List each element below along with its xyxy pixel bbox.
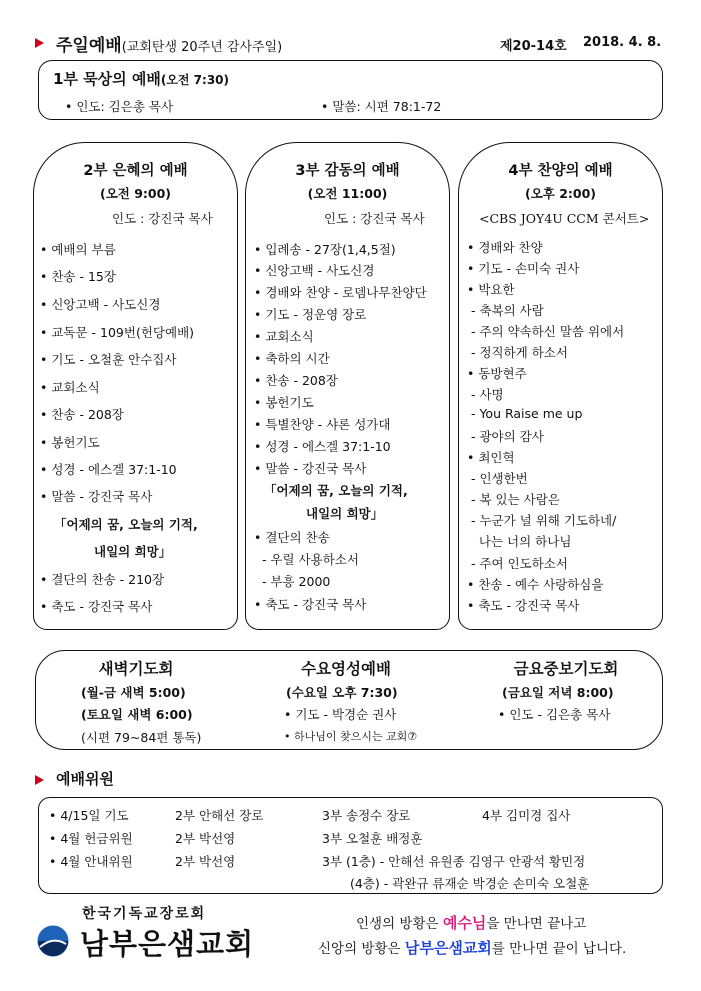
bullet-triangle-icon [35, 38, 44, 48]
committee-box [38, 797, 663, 894]
committee-title: 예배위원 [56, 770, 114, 788]
committee-row-cell: 4부 김미경 집사 [482, 808, 571, 823]
service3-quote-line2: 내일의 희망」 [306, 506, 384, 521]
service4-leader: <CBS JOY4U CCM 콘서트> [479, 211, 650, 226]
service3-item: - 부흥 2000 [254, 574, 331, 589]
friday-prayer-title: 금요중보기도회 [513, 660, 619, 678]
slogan-line2 [318, 937, 626, 958]
church-logo-icon [36, 924, 70, 958]
service4-item: - 광야의 감사 [467, 429, 544, 444]
service2-item: • 찬송 - 15장 [40, 269, 116, 284]
issue-date: 2018. 4. 8. [583, 35, 662, 50]
committee-row-cell: 3부 송정수 장로 [322, 808, 411, 823]
service2-time: (오전 9:00) [99, 186, 172, 201]
service3-item: • 기도 - 정운영 장로 [254, 307, 367, 322]
committee-row-label: • 4/15일 기도 [49, 808, 129, 823]
service4-item: - You Raise me up [467, 406, 583, 421]
denomination-name: 한국기독교장로회 [82, 906, 207, 922]
dawn-prayer-title: 새벽기도회 [98, 660, 174, 678]
service4-item: - 주의 약속하신 말씀 위에서 [467, 324, 625, 339]
service3-item: • 특별찬양 - 샤론 성가대 [254, 417, 391, 432]
bullet-triangle-icon [35, 775, 44, 785]
service4-item: • 최인혁 [467, 450, 515, 465]
service3-time: (오전 11:00) [307, 186, 388, 201]
service3-leader: 인도 : 강진국 목사 [324, 211, 425, 226]
dawn-prayer-reading: (시편 79~84편 통독) [81, 730, 202, 745]
service3-item: • 입례송 - 27장(1,4,5절) [254, 242, 396, 257]
service2-box [33, 142, 238, 630]
service2-item: • 신앙고백 - 사도신경 [40, 297, 161, 312]
weekly-box [35, 650, 663, 750]
service4-title: 4부 찬양의 예배 [508, 163, 613, 179]
service3-box [245, 142, 450, 630]
service3-item: • 말씀 - 강진국 목사 [254, 461, 367, 476]
dawn-prayer-time1: (월-금 새벽 5:00) [81, 685, 186, 700]
wednesday-service-prayer: • 기도 - 박경순 권사 [284, 707, 397, 722]
wednesday-service-sermon: • 하나님이 찾으시는 교회⑦ [284, 730, 418, 743]
service4-item: - 인생한번 [467, 471, 528, 486]
service2-item: • 교회소식 [40, 380, 100, 395]
service4-item: • 축도 - 강진국 목사 [467, 598, 580, 613]
service4-item: - 복 있는 사람은 [467, 492, 560, 507]
service3-item: • 축도 - 강진국 목사 [254, 597, 367, 612]
committee-row-cell: (4층) - 곽완규 류재순 박경순 손미숙 오철훈 [350, 876, 590, 891]
service4-item: • 동방현주 [467, 366, 527, 381]
service2-title: 2부 은혜의 예배 [83, 163, 188, 179]
service4-item: • 기도 - 손미숙 권사 [467, 261, 580, 276]
service3-item: • 성경 - 에스겔 37:1-10 [254, 439, 391, 454]
service2-item: • 결단의 찬송 - 210장 [40, 572, 165, 587]
service2-item: • 성경 - 에스겔 37:1-10 [40, 462, 177, 477]
service1-time: (오전 7:30) [160, 73, 230, 87]
service3-item: • 결단의 찬송 [254, 530, 330, 545]
service1-sermon: • 말씀: 시편 78:1-72 [321, 99, 442, 114]
service4-item: • 박요한 [467, 282, 515, 297]
friday-prayer-time: (금요일 저녁 8:00) [502, 685, 614, 700]
service2-item: • 찬송 - 208장 [40, 407, 124, 422]
committee-row-label: • 4월 헌금위원 [49, 831, 133, 846]
slogan-line1-pre: 인생의 방황은 [356, 916, 443, 932]
service2-item: • 봉헌기도 [40, 435, 100, 450]
committee-row-cell: 2부 박선영 [175, 854, 236, 869]
slogan-line2-highlight: 남부은샘교회 [404, 939, 492, 957]
service2-item: • 예배의 부름 [40, 242, 116, 257]
service2-quote-line2: 내일의 희망」 [94, 544, 172, 559]
service3-item: • 신앙고백 - 사도신경 [254, 263, 375, 278]
committee-row-cell: 2부 박선영 [175, 831, 236, 846]
service2-quote-line1: 「어제의 꿈, 오늘의 기적, [54, 517, 198, 532]
slogan-line1-post: 을 만나면 끝나고 [486, 916, 587, 932]
service4-time: (오후 2:00) [524, 186, 597, 201]
page-title-group [56, 31, 282, 56]
service4-item: • 경배와 찬양 [467, 240, 543, 255]
slogan-line2-pre: 신앙의 방황은 [318, 941, 405, 957]
service4-item: - 축복의 사람 [467, 303, 544, 318]
wednesday-service-time: (수요일 오후 7:30) [286, 685, 398, 700]
service4-item: - 사명 [467, 387, 504, 402]
service2-leader: 인도 : 강진국 목사 [112, 211, 213, 226]
service4-item: • 찬송 - 예수 사랑하심을 [467, 577, 604, 592]
slogan-line2-post: 를 만나면 끝이 납니다. [491, 941, 627, 957]
service3-item: • 봉헌기도 [254, 395, 314, 410]
service1-leader: • 인도: 김은총 목사 [65, 99, 174, 114]
service3-quote-line1: 「어제의 꿈, 오늘의 기적, [264, 483, 408, 498]
issue-number: 제20-14호 [500, 39, 567, 54]
service2-item: • 축도 - 강진국 목사 [40, 599, 153, 614]
committee-row-label: • 4월 안내위원 [49, 854, 133, 869]
service1-header [53, 68, 229, 89]
service1-box [38, 60, 663, 120]
slogan-line1 [356, 912, 586, 933]
slogan-line1-highlight: 예수님 [442, 914, 487, 932]
service3-title: 3부 감동의 예배 [295, 163, 400, 179]
service4-item: - 주여 인도하소서 [467, 556, 568, 571]
service4-item: - 누군가 널 위해 기도하네/ [467, 513, 617, 528]
service3-item: - 우릴 사용하소서 [254, 552, 359, 567]
service4-item: 나는 너의 하나님 [467, 534, 572, 549]
committee-row-cell: 3부 오철훈 배정훈 [322, 831, 423, 846]
service4-box [458, 142, 663, 630]
wednesday-service-title: 수요영성예배 [301, 660, 391, 678]
committee-row-cell: 2부 안해선 장로 [175, 808, 264, 823]
committee-row-cell: 3부 (1층) - 안해선 유원종 김영구 안광석 황민정 [322, 854, 586, 869]
service2-item: • 기도 - 오철훈 안수집사 [40, 352, 177, 367]
dawn-prayer-time2: (토요일 새벽 6:00) [81, 707, 193, 722]
service3-item: • 교회소식 [254, 329, 314, 344]
service2-item: • 말씀 - 강진국 목사 [40, 489, 153, 504]
service1-title: 1부 묵상의 예배 [53, 70, 161, 88]
service3-item: • 축하의 시간 [254, 351, 330, 366]
page-subtitle: (교회탄생 20주년 감사주일) [121, 40, 283, 55]
service2-item: • 교독문 - 109번(헌당예배) [40, 325, 195, 340]
service3-item: • 경배와 찬양 - 로뎀나무찬양단 [254, 285, 427, 300]
page-title: 주일예배 [56, 36, 122, 56]
service4-item: - 정직하게 하소서 [467, 345, 568, 360]
friday-prayer-leader: • 인도 - 김은총 목사 [498, 707, 611, 722]
church-name: 남부은샘교회 [80, 927, 255, 961]
service3-item: • 찬송 - 208장 [254, 373, 338, 388]
